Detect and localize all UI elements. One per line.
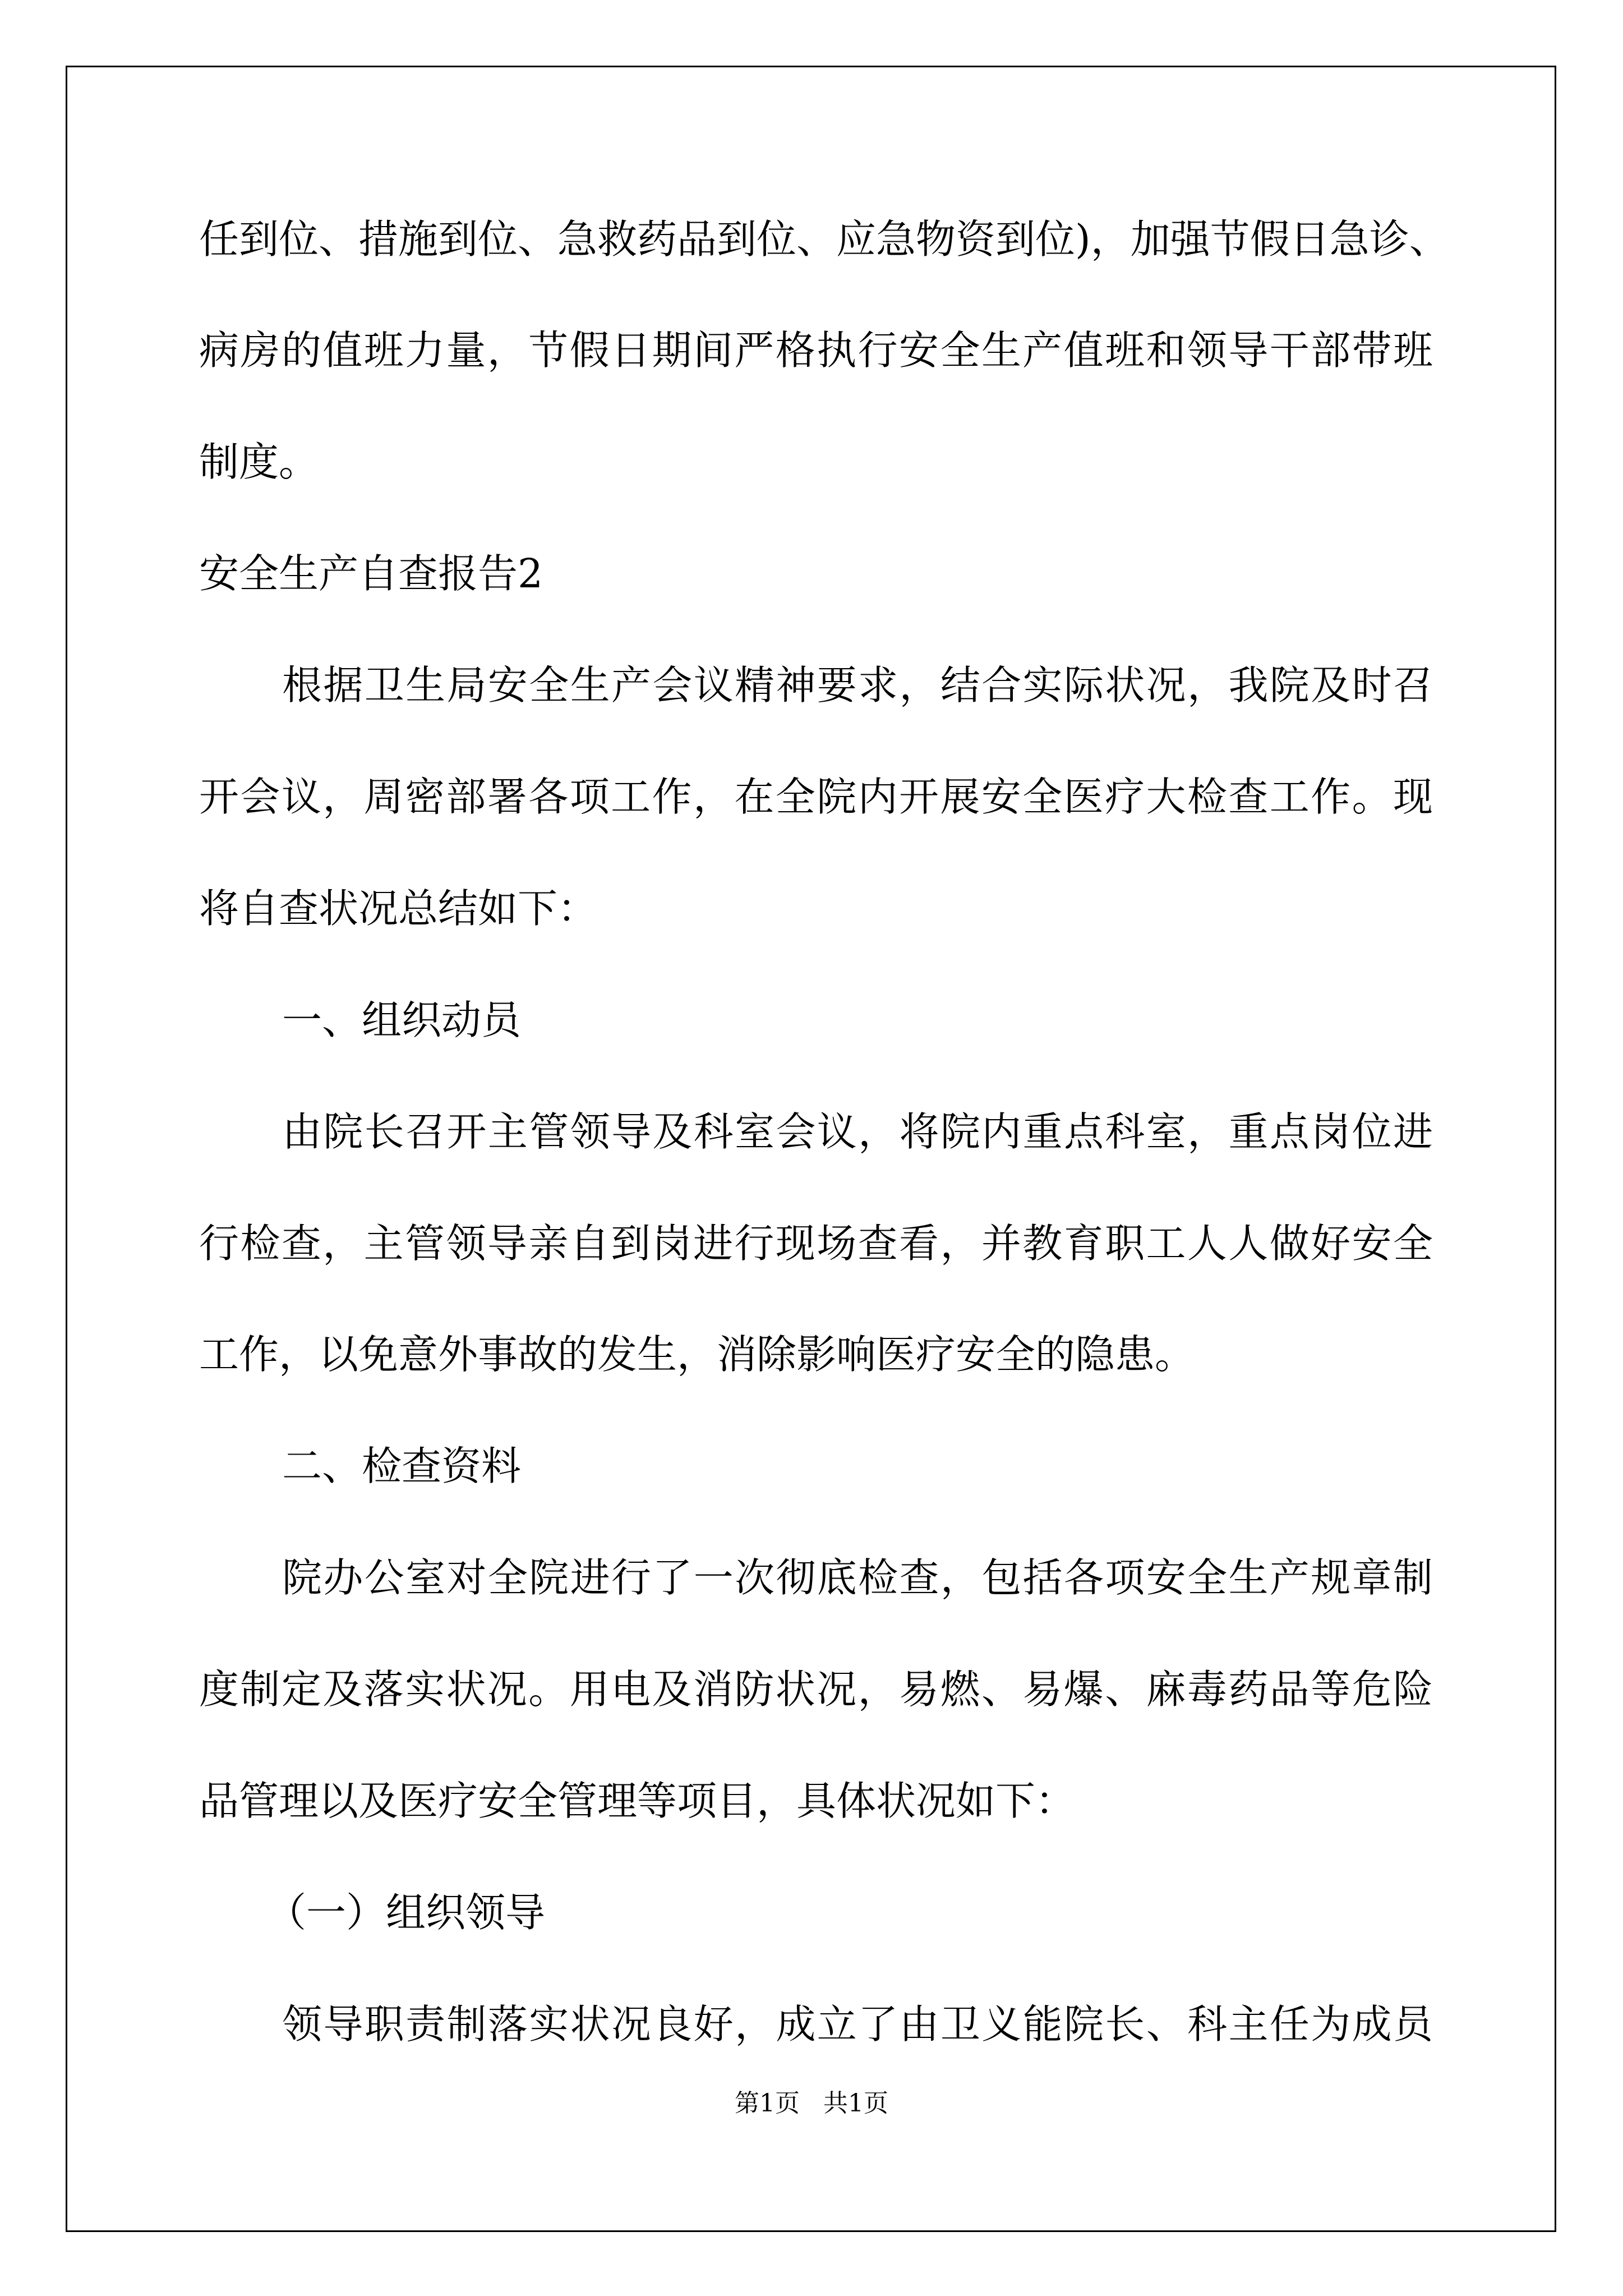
paragraph-line: 度制定及落实状况。用电及消防状况，易燃、易爆、麻毒药品等危险 <box>199 1666 1433 1713</box>
paragraph-line: 任到位、措施到位、急救药品到位、应急物资到位)，加强节假日急诊、 <box>199 216 1449 263</box>
subsection-heading: （一）组织领导 <box>266 1889 546 1936</box>
page-footer: 第1页 共1页 <box>735 2089 888 2118</box>
subsection-heading: 一、组织动员 <box>282 997 522 1043</box>
paragraph-line: 领导职责制落实状况良好，成立了由卫义能院长、科主任为成员 <box>282 2001 1433 2047</box>
paragraph-line: 行检查，主管领导亲自到岗进行现场查看，并教育职工人人做好安全 <box>199 1220 1433 1267</box>
paragraph-line: 院办公室对全院进行了一次彻底检查，包括各项安全生产规章制 <box>282 1554 1433 1601</box>
paragraph-line: 将自查状况总结如下： <box>199 885 598 932</box>
subsection-heading: 二、检查资料 <box>282 1443 522 1489</box>
paragraph-line: 品管理以及医疗安全管理等项目，具体状况如下： <box>199 1778 1076 1824</box>
paragraph-line: 开会议，周密部署各项工作，在全院内开展安全医疗大检查工作。现 <box>199 774 1433 820</box>
paragraph-line: 根据卫生局安全生产会议精神要求，结合实际状况，我院及时召 <box>282 662 1433 708</box>
paragraph-line: 病房的值班力量，节假日期间严格执行安全生产值班和领导干部带班 <box>199 327 1433 374</box>
paragraph-line: 制度。 <box>199 439 319 485</box>
paragraph-line: 工作，以免意外事故的发生，消除影响医疗安全的隐患。 <box>199 1331 1195 1378</box>
paragraph-line: 由院长召开主管领导及科室会议，将院内重点科室，重点岗位进 <box>282 1108 1433 1155</box>
section-heading: 安全生产自查报告2 <box>199 550 543 597</box>
